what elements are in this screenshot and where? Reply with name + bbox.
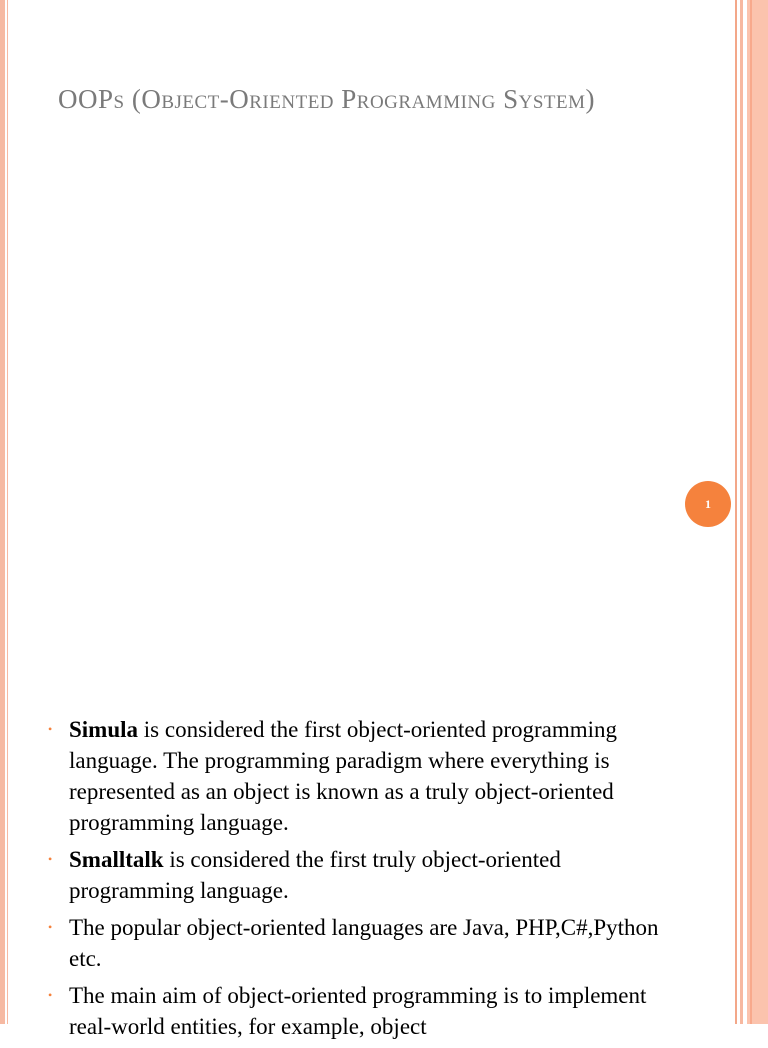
bullet-item bbox=[48, 912, 688, 974]
left-border-line-decoration bbox=[7, 0, 8, 1024]
right-border-band-decoration bbox=[740, 0, 743, 1024]
bullet-text: The main aim of object-oriented programming is to implement real-world entities, for example, object bbox=[69, 983, 647, 1039]
bullet-dot-icon: • bbox=[48, 920, 53, 934]
bullet-list bbox=[48, 714, 688, 1048]
left-border-decoration bbox=[0, 0, 5, 1024]
bullet-item bbox=[48, 844, 688, 906]
bullet-bold-text: Smalltalk bbox=[69, 847, 164, 872]
bullet-text: is considered the first truly object-oriented programming language. bbox=[69, 847, 561, 903]
right-border-inner-line-decoration bbox=[750, 0, 752, 1024]
bullet-bold-text: Simula bbox=[69, 717, 139, 742]
page-number-badge: 1 bbox=[685, 481, 731, 527]
bullet-dot-icon: • bbox=[48, 722, 53, 736]
bullet-text: The popular object-oriented languages are Java, PHP,C#,Python etc. bbox=[69, 915, 659, 971]
bullet-item bbox=[48, 714, 688, 838]
bullet-item bbox=[48, 980, 688, 1042]
right-border-line-decoration bbox=[735, 0, 737, 1024]
slide-title: OOPs (Object-Oriented Programming System) bbox=[58, 84, 596, 114]
bullet-dot-icon: • bbox=[48, 988, 53, 1002]
bullet-dot-icon: • bbox=[48, 852, 53, 866]
bullet-text: is considered the first object-oriented programming language. The programming paradigm where everything is represented as an object is known as a truly object-oriented programming language. bbox=[69, 717, 618, 835]
